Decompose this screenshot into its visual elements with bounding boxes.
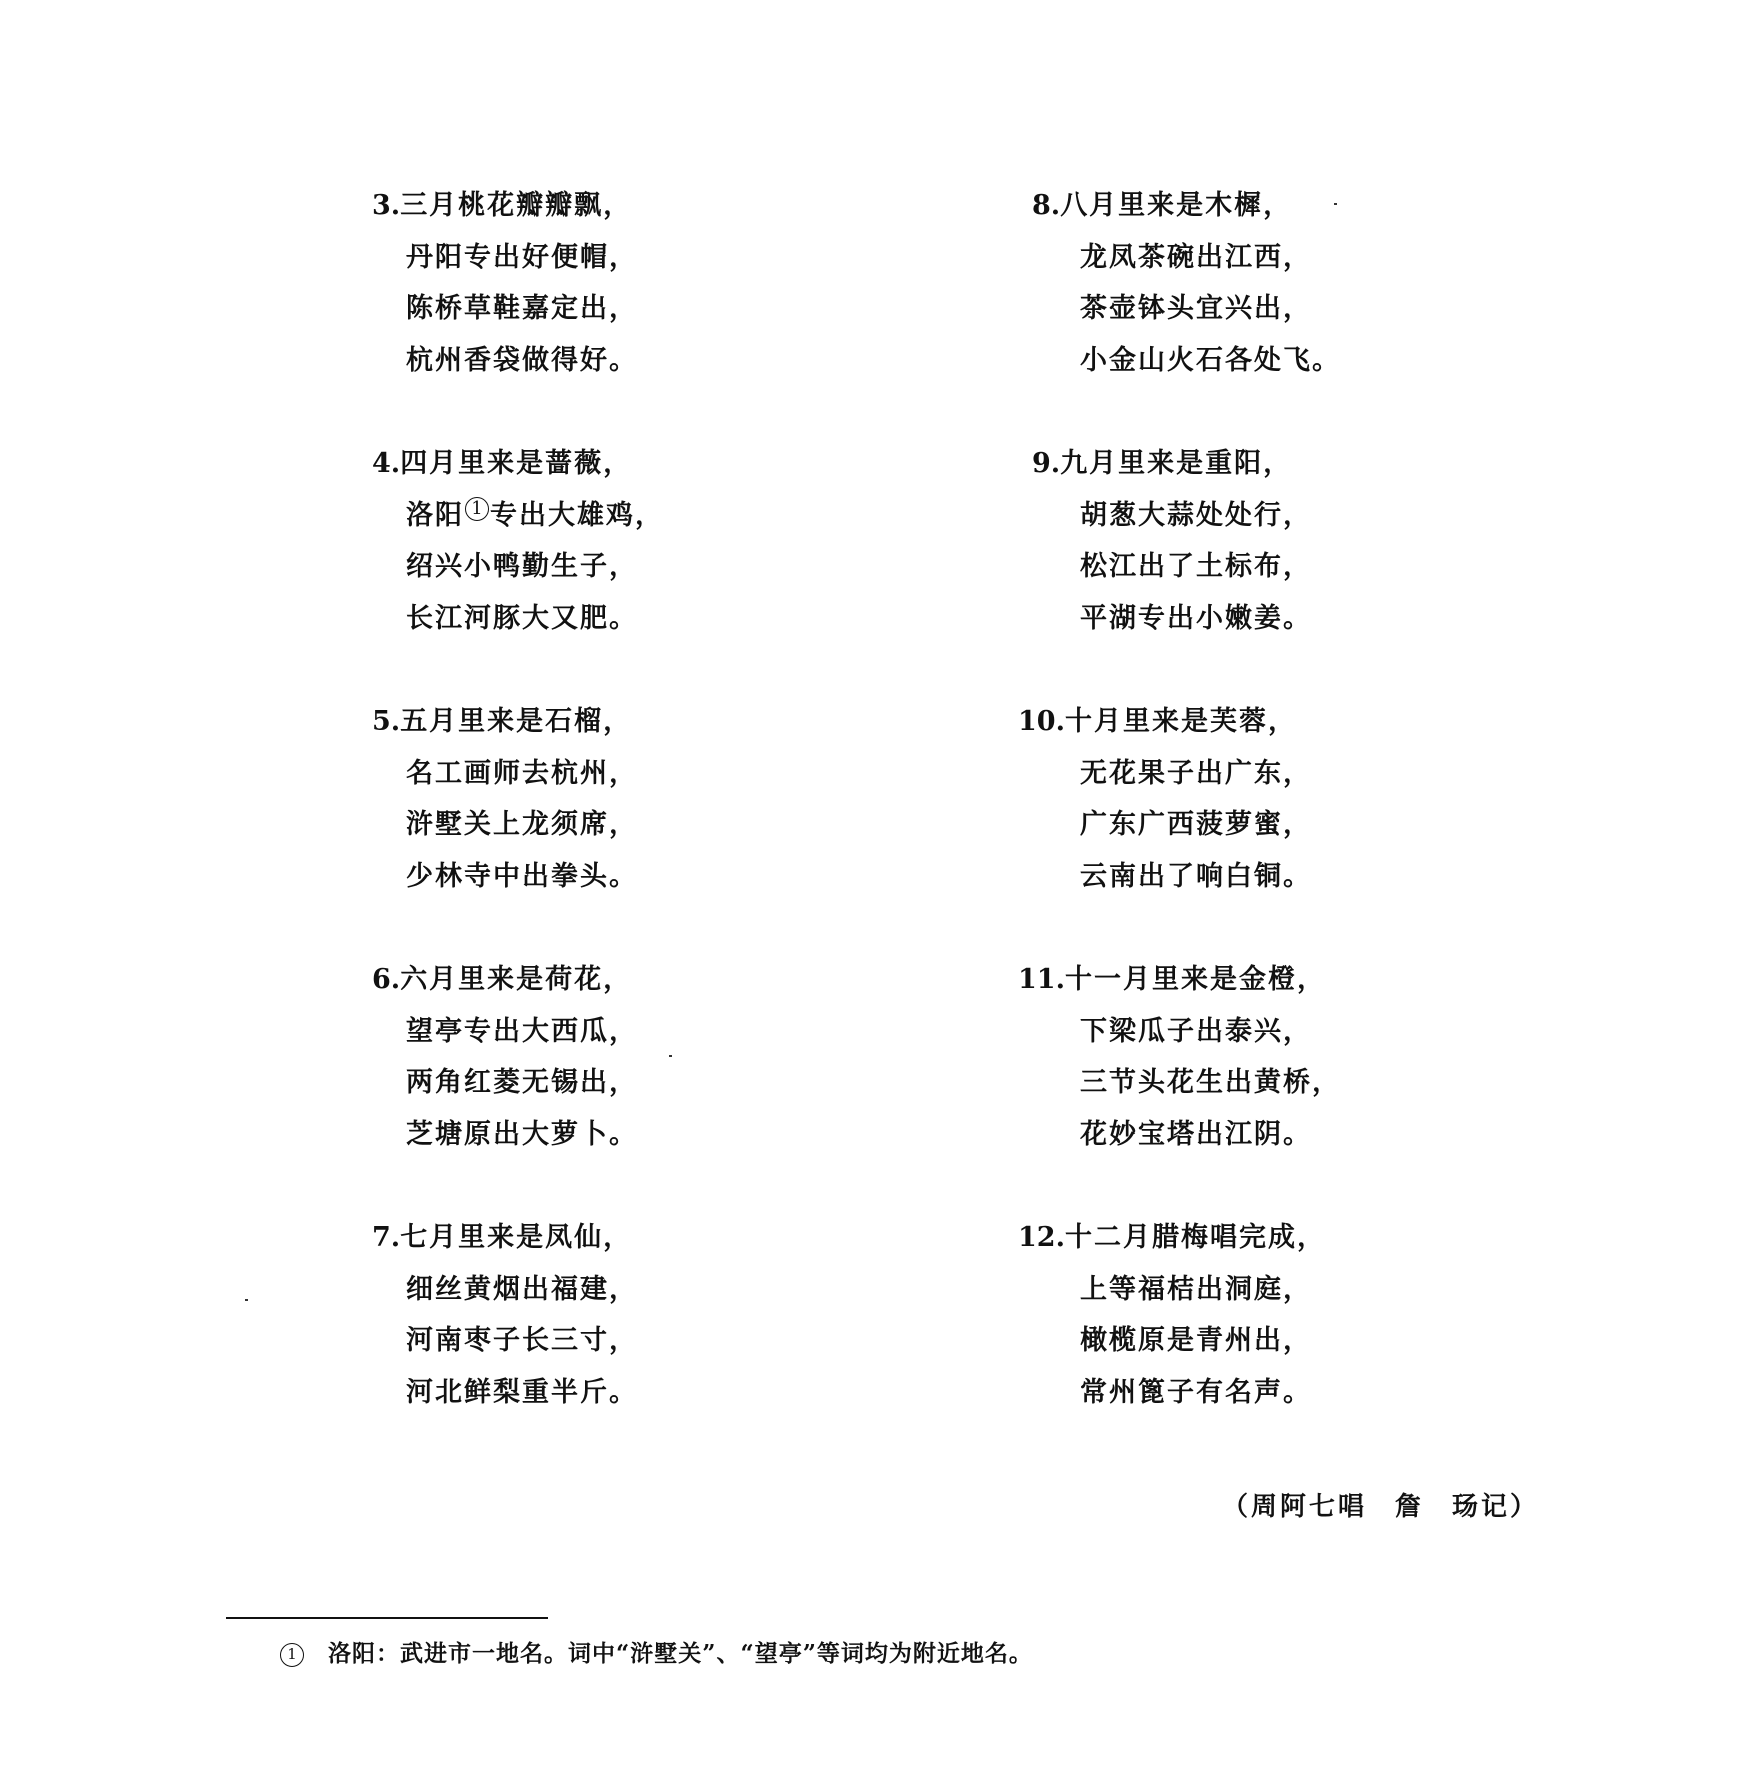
attribution-collector-surname: 詹 (1395, 1492, 1425, 1522)
verse-line: 少林寺中出拳头。 (406, 860, 638, 892)
attribution-singer: （周阿七唱 (1222, 1492, 1368, 1522)
verse-text: 五月里来是石榴， (400, 706, 633, 737)
verse-text: 七月里来是凤仙， (400, 1222, 633, 1253)
verse-line: 浒墅关上龙须席， (406, 809, 638, 840)
verse-line: 上等福桔出洞庭， (1080, 1273, 1312, 1305)
verse-line: 绍兴小鸭勤生子， (406, 551, 638, 582)
stanza-number: 9. (1032, 448, 1061, 479)
stanza-first-line (1018, 954, 1341, 1006)
stanza-first-line (1018, 1212, 1341, 1264)
stanza-number: 5. (372, 706, 401, 737)
stanza-first-line (372, 1212, 664, 1264)
verse-line: 龙凤茶碗出江西， (1080, 241, 1312, 273)
verse-line: 常州篦子有名声。 (1080, 1376, 1312, 1408)
verse-line: 无花果子出广东， (1080, 757, 1312, 789)
verse-text: 十一月里来是金橙， (1064, 964, 1326, 995)
right-column (1018, 180, 1341, 1470)
verse-line: 河北鲜梨重半斤。 (406, 1376, 638, 1408)
scan-speck (1334, 203, 1337, 205)
verse-text: 十月里来是芙蓉， (1064, 706, 1297, 737)
verse-text: 八月里来是木樨， (1060, 190, 1293, 221)
stanza-number: 4. (372, 448, 401, 479)
verse-text: 专出大雄鸡， (490, 499, 664, 531)
verse-line: 芝塘原出大萝卜。 (406, 1118, 638, 1150)
verse-text: 三月桃花瓣瓣飘， (400, 190, 633, 221)
verse-line: 云南出了响白铜。 (1080, 860, 1312, 892)
stanza-first-line (1018, 696, 1341, 748)
stanza-10 (1018, 696, 1341, 954)
attribution-collector-name: 玚记） (1452, 1492, 1540, 1522)
verse-line: 胡葱大蒜处处行， (1080, 499, 1312, 531)
verse-line: 杭州香袋做得好。 (406, 344, 638, 376)
stanza-number: 12. (1018, 1222, 1065, 1253)
stanza-first-line (372, 696, 664, 748)
stanza-number: 10. (1018, 706, 1065, 737)
left-column (372, 180, 664, 1470)
verse-line: 细丝黄烟出福建， (406, 1273, 638, 1305)
verse-line: 小金山火石各处飞。 (1080, 344, 1341, 376)
verse-text: 四月里来是蔷薇， (400, 448, 633, 479)
verse-line: 望亭专出大西瓜， (406, 1015, 638, 1047)
attribution (1222, 1486, 1539, 1523)
scan-speck (669, 1055, 672, 1057)
stanza-first-line (372, 954, 664, 1006)
stanza-12 (1018, 1212, 1341, 1470)
stanza-3 (372, 180, 664, 438)
footnote-marker: 1 (280, 1643, 304, 1667)
verse-line: 丹阳专出好便帽， (406, 241, 638, 273)
footnote-text: 洛阳：武进市一地名。词中“浒墅关”、“望亭”等词均为附近地名。 (328, 1640, 1033, 1667)
stanza-number: 3. (372, 190, 401, 221)
stanza-first-line (372, 180, 664, 232)
footnote-divider (226, 1617, 548, 1619)
verse-line: 陈桥草鞋嘉定出， (406, 293, 638, 324)
scan-speck (245, 1299, 248, 1301)
stanza-number: 11. (1018, 964, 1065, 995)
verse-line: 长江河豚大又肥。 (406, 602, 638, 634)
verse-text: 洛阳 (406, 499, 464, 531)
verse-line: 名工画师去杭州， (406, 757, 638, 789)
verse-line: 松江出了土标布， (1080, 551, 1312, 582)
stanza-number: 7. (372, 1222, 401, 1253)
verse-line: 两角红菱无锡出， (406, 1067, 638, 1098)
stanza-first-line (372, 438, 664, 490)
stanza-first-line (1032, 438, 1341, 490)
stanza-number: 6. (372, 964, 401, 995)
stanza-9 (1032, 438, 1341, 696)
footnote (280, 1635, 1033, 1668)
verse-line: 下梁瓜子出泰兴， (1080, 1015, 1312, 1047)
stanza-5 (372, 696, 664, 954)
verse-line: 广东广西菠萝蜜， (1080, 809, 1312, 840)
verse-line: 橄榄原是青州出， (1080, 1325, 1312, 1356)
stanza-8 (1032, 180, 1341, 438)
stanza-11 (1018, 954, 1341, 1212)
verse-line: 茶壶钵头宜兴出， (1080, 293, 1312, 324)
verse-line: 平湖专出小嫩姜。 (1080, 602, 1312, 634)
verse-line-with-note (372, 490, 664, 542)
verse-line: 花妙宝塔出江阴。 (1080, 1118, 1312, 1150)
verse-line: 河南枣子长三寸， (406, 1325, 638, 1356)
verse-text: 九月里来是重阳， (1060, 448, 1293, 479)
stanza-7 (372, 1212, 664, 1470)
stanza-4 (372, 438, 664, 696)
verse-line: 三节头花生出黄桥， (1080, 1067, 1341, 1098)
stanza-number: 8. (1032, 190, 1061, 221)
verse-text: 六月里来是荷花， (400, 964, 633, 995)
footnote-reference-marker[interactable]: 1 (465, 497, 489, 521)
stanza-6 (372, 954, 664, 1212)
stanza-first-line (1032, 180, 1341, 232)
verse-text: 十二月腊梅唱完成， (1064, 1222, 1326, 1253)
